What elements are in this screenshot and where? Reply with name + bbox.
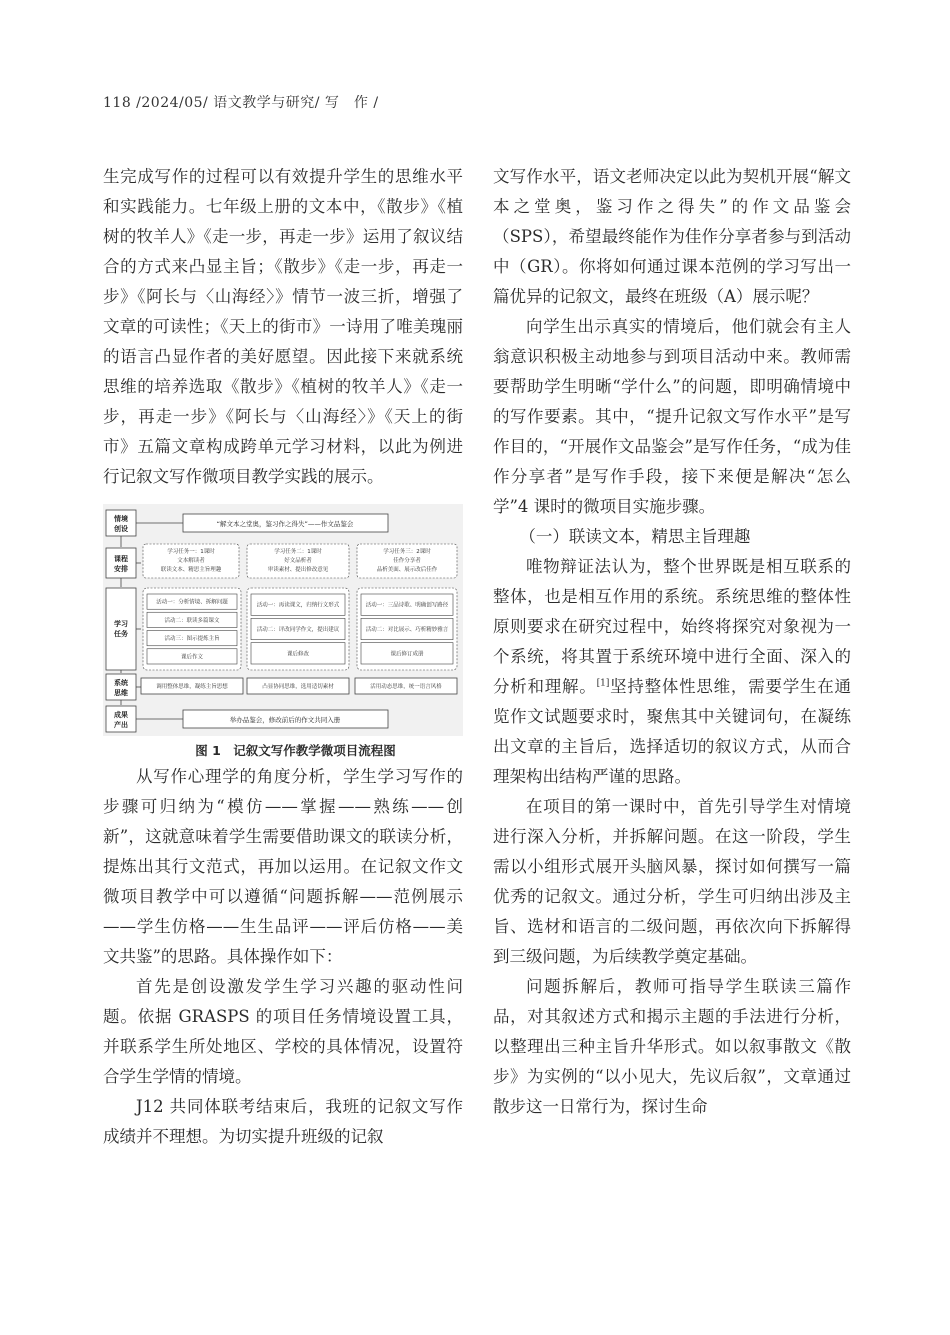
right-paragraph-3 <box>493 552 851 792</box>
svg-text:佳作分享者: 佳作分享者 <box>393 558 421 564</box>
svg-text:好文品析者: 好文品析者 <box>284 558 312 564</box>
svg-text:审读素材、提出修改意见: 审读素材、提出修改意见 <box>267 567 329 573</box>
left-paragraph-3: 首先是创设激发学生学习兴趣的驱动性问题。依据 GRASPS 的项目任务情境设置工具，并联系学生所处地区、学校的具体情况，设置符合学生学情的情境。 <box>103 977 463 1086</box>
stage-label-5 <box>106 706 136 732</box>
course-box-1 <box>143 544 239 578</box>
svg-text:活用动态思维，统一语言风格: 活用动态思维，统一语言风格 <box>370 684 442 690</box>
task-label: 活动二：联读多篇课文 <box>164 617 220 624</box>
svg-text:课程: 课程 <box>114 555 128 563</box>
svg-text:情境: 情境 <box>114 515 128 523</box>
svg-text:联读文本、精思主旨理趣: 联读文本、精思主旨理趣 <box>160 567 222 573</box>
right-paragraph-3a: 唯物辩证法认为，整个世界既是相互联系的整体，也是相互作用的系统。系统思维的整体性原则要求在研究过程中，始终将探究对象视为一个系统，将其置于系统环境中进行全面、深入的分析和理解。 <box>493 557 851 696</box>
scenario-text: “解文本之堂奥，鉴习作之得失”——作文品鉴会 <box>216 520 354 528</box>
running-header: 118 /2024/05/ 语文教学与研究/ 写 作 / <box>103 95 379 111</box>
thinking-box-1 <box>141 678 243 694</box>
task-label: 活动二：对比展示、巧析精妙雅言 <box>365 627 449 633</box>
left-paragraph-2: 从写作心理学的角度分析，学生学习写作的步骤可归纳为“模仿——掌握——熟练——创新”，这就意味着学生需要借助课文的联读分析，提炼出其行文范式，再加以运用。在记叙文作文微项目教学中可以遵循“问题拆解——范例展示——学生仿格——生生品评——评后仿格——美文共鉴”的思路。具体操作如下： <box>103 767 463 966</box>
svg-text:思维: 思维 <box>114 689 128 697</box>
task-label: 活动一：再读课文，归纳行文形式 <box>256 602 340 609</box>
section-subheading: （一）联读文本，精思主旨理趣 <box>519 527 751 546</box>
svg-text:学习任务一：1课时: 学习任务一：1课时 <box>167 549 215 555</box>
flowchart-svg <box>103 504 463 736</box>
svg-text:学习任务二：1课时: 学习任务二：1课时 <box>274 549 322 555</box>
svg-text:凸显协同思维，选用适切素材: 凸显协同思维，选用适切素材 <box>262 684 334 690</box>
right-paragraph-2: 向学生出示真实的情境后，他们就会有主人翁意识积极主动地参与到项目活动中来。教师需要帮助学生明晰“学什么”的问题，即明确情境中的写作要素。其中，“提升记叙文写作水平”是写作目的，“开展作文品鉴会”是写作任务，“成为佳作分享者”是写作手段，接下来便是解决“怎么学”4 课时的微项目实施步骤。 <box>493 317 851 516</box>
right-paragraph-4: 在项目的第一课时中，首先引导学生对情境进行深入分析，并拆解问题。在这一阶段，学生需以小组形式展开头脑风暴，探讨如何撰写一篇优秀的记叙文。通过分析，学生可归纳出涉及主旨、选材和语言的二级问题，再依次向下拆解得到三级问题，为后续教学奠定基础。 <box>493 797 851 966</box>
task-label: 活动三：图示提炼主旨 <box>164 636 220 643</box>
svg-text:安排: 安排 <box>114 565 128 573</box>
svg-text:学习: 学习 <box>114 620 128 628</box>
left-paragraph-4: J12 共同体联考结束后，我班的记叙文写作成绩并不理想。为切实提升班级的记叙 <box>103 1097 463 1146</box>
flowchart-figure <box>103 504 463 736</box>
stage-label-2 <box>106 548 136 578</box>
svg-text:品析美面、展示改后佳作: 品析美面、展示改后佳作 <box>376 567 438 573</box>
svg-text:成果: 成果 <box>114 711 128 719</box>
task-list-3 <box>361 594 453 664</box>
svg-text:任务: 任务 <box>114 630 128 638</box>
course-box-2 <box>247 544 349 578</box>
right-paragraph-3b: 坚持整体性思维，需要学生在通览作文试题要求时，聚焦其中关键词句，在凝练出文章的主旨后，选择适切的叙议方式，从而合理架构出结构严谨的思路。 <box>493 677 852 786</box>
thinking-box-3 <box>355 678 457 694</box>
right-paragraph-1: 文写作水平，语文老师决定以此为契机开展“解文本之堂奥，鉴习作之得失”的作文品鉴会（SPS），希望最终能作为佳作分享者参与到活动中（GR）。你将如何通过课本范例的学习写出一篇优异的记叙文，最终在班级（A）展示呢？ <box>493 167 851 306</box>
figure-caption: 图 1 记叙文写作教学微项目流程图 <box>195 743 396 758</box>
right-column <box>493 162 851 1122</box>
course-box-3 <box>357 544 457 578</box>
stage-label-4 <box>106 674 136 700</box>
svg-text:学习任务三：2课时: 学习任务三：2课时 <box>383 549 431 555</box>
task-list-2 <box>251 594 345 664</box>
task-label: 课后作文 <box>180 654 204 661</box>
stage-label-1 <box>106 510 136 536</box>
task-label: 活动二：评改同学作文，提出建议 <box>256 627 340 633</box>
task-label: 活动一：分析情境、拆解问题 <box>156 599 228 606</box>
task-label: 活动一：三品诗歌、明确创写路径 <box>365 602 449 609</box>
stage-label-3 <box>106 588 136 670</box>
task-label: 课后修订成册 <box>390 651 424 658</box>
footnote-marker: [1] <box>596 678 610 689</box>
right-paragraph-5: 问题拆解后，教师可指导学生联读三篇作品，对其叙述方式和揭示主题的手法进行分析，以整理出三种主旨升华形式。如以叙事散文《散步》为实例的“以小见大，先议后叙”，文章通过散步这一日常行为，探讨生命 <box>493 977 851 1116</box>
task-label: 课后修改 <box>286 651 310 658</box>
svg-text:产出: 产出 <box>114 721 128 729</box>
svg-text:文本解读者: 文本解读者 <box>177 558 205 564</box>
left-paragraph-1: 生完成写作的过程可以有效提升学生的思维水平和实践能力。七年级上册的文本中，《散步》《植树的牧羊人》《走一步，再走一步》运用了叙议结合的方式来凸显主旨；《散步》《走一步，再走一步》《阿长与〈山海经〉》情节一波三折，增强了文章的可读性；《天上的街市》一诗用了唯美瑰丽的语言凸显作者的美好愿望。因此接下来就系统思维的培养选取《散步》《植树的牧羊人》《走一步，再走一步》《阿长与〈山海经〉》《天上的街市》五篇文章构成跨单元学习材料，以此为例进行记叙文写作微项目教学实践的展示。 <box>103 167 463 486</box>
output-text: 举办品鉴会，修改前后的作文共同入册 <box>229 716 341 724</box>
svg-text:系统: 系统 <box>114 679 128 687</box>
svg-text:创设: 创设 <box>114 525 128 533</box>
svg-text:调用整体思维，凝练主旨思想: 调用整体思维，凝练主旨思想 <box>156 684 228 690</box>
left-column <box>103 162 463 1152</box>
thinking-box-2 <box>247 678 349 694</box>
